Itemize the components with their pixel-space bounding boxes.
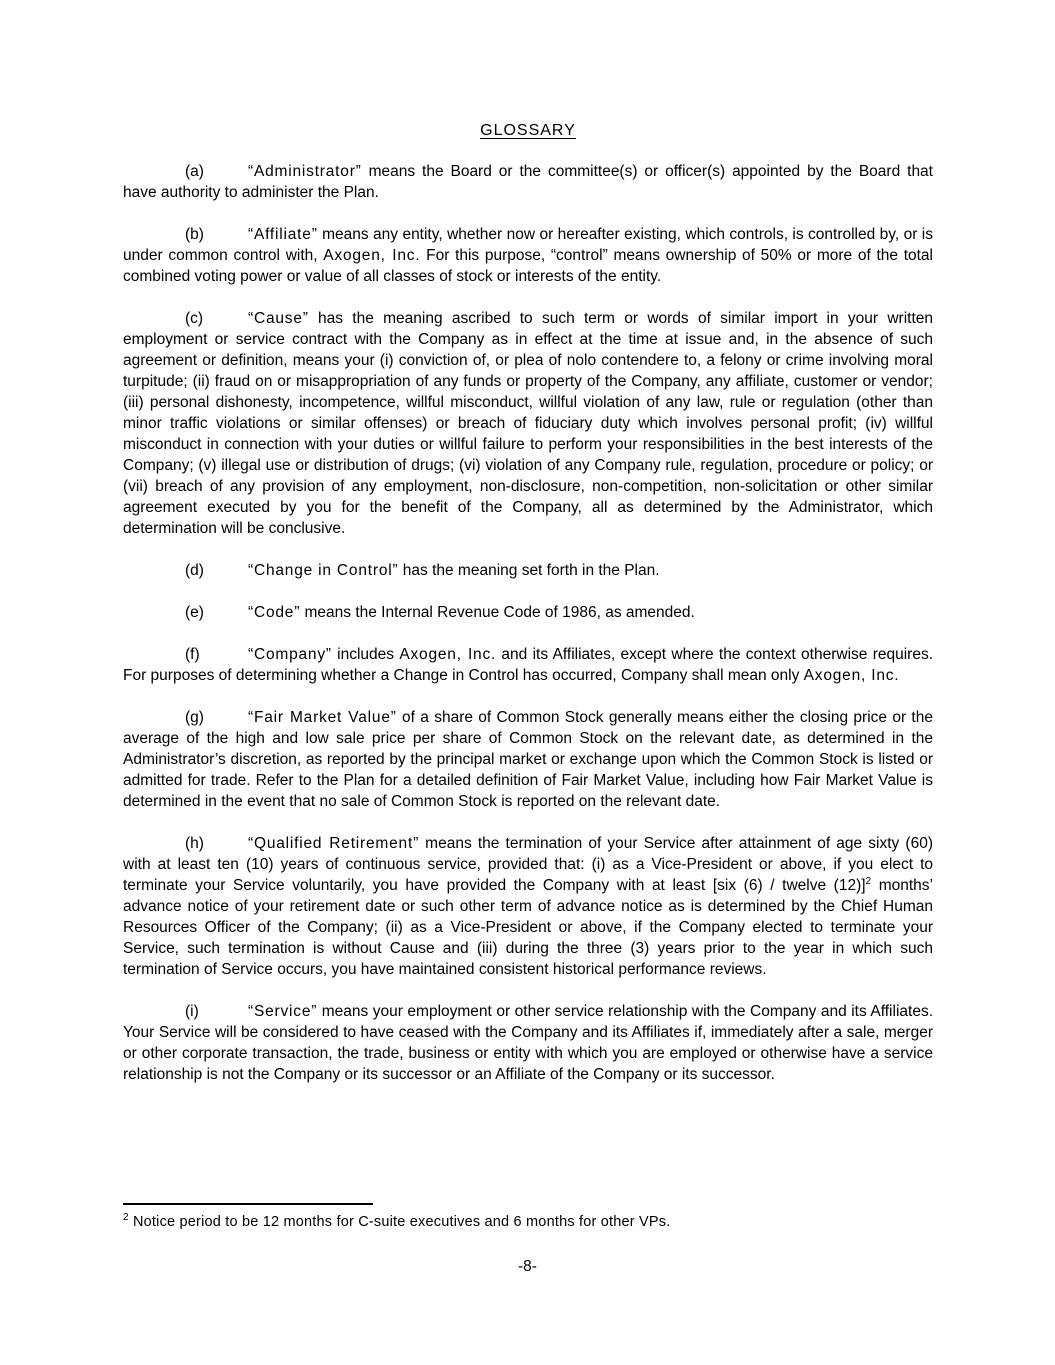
paragraph-text: means your employment or other service relationship with the Company and its Affiliates. Your Service will be considered to have ceased with the Company and its Affiliates if, immediately after a sale, merger or other corporate transaction, the trade, business or entity with which you are employed or otherwise have a service relationship is not the Company or its successor or an Affiliate of the Company or its successor. <box>123 1003 933 1083</box>
footnote-reference: 2 <box>865 875 872 887</box>
footnote-text <box>123 1212 933 1232</box>
paragraph-text: and its Affiliates, except where the context otherwise requires. For purposes of determining whether a Change in Control has occurred, Company shall mean only <box>123 646 934 684</box>
defined-term: “Service” <box>248 1003 318 1020</box>
glossary-paragraph-g <box>123 707 933 812</box>
paragraph-label: (g) <box>185 709 204 726</box>
paragraph-label: (e) <box>185 604 204 621</box>
paragraph-label: (a) <box>185 163 204 180</box>
glossary-paragraph-e <box>123 602 933 623</box>
paragraph-text: means any entity, whether now or hereafter existing, which controls, is controlled by, or is under common control with, <box>123 226 933 264</box>
paragraph-text: means the Board or the committee(s) or officer(s) appointed by the Board that have authority to administer the Plan. <box>123 163 933 201</box>
paragraph-text: months’ advance notice of your retirement date or such other term of advance notice as is determined by the Chief Human Resources Officer of the Company; (ii) as a Vice-President or above, if the Company elected to terminate your Service, such termination is without Cause and (iii) during the three (3) years prior to the year in which such termination of Service occurs, you have maintained consistent historical performance reviews. <box>123 877 933 978</box>
paragraph-label: (f) <box>185 646 200 663</box>
paragraph-label: (b) <box>185 226 204 243</box>
paragraph-text: includes <box>331 646 400 663</box>
defined-term: “Code” <box>248 604 301 621</box>
defined-term: “Cause” <box>248 310 309 327</box>
defined-term: “Affiliate” <box>248 226 318 243</box>
page-number: -8- <box>518 1258 537 1275</box>
glossary-paragraph-c <box>123 308 933 539</box>
glossary-paragraph-i <box>123 1001 933 1085</box>
footnote-separator <box>123 1203 373 1205</box>
footnote-marker: 2 <box>123 1212 129 1224</box>
paragraph-label: (d) <box>185 562 204 579</box>
paragraph-label: (c) <box>185 310 204 327</box>
defined-term: “Qualified Retirement” <box>248 835 420 852</box>
footnote-body: Notice period to be 12 months for C-suite executives and 6 months for other VPs. <box>128 1214 671 1230</box>
paragraph-text: has the meaning set forth in the Plan. <box>398 562 660 579</box>
paragraph-text: of a share of Common Stock generally means either the closing price or the average of the high and low sale price per share of Common Stock on the relevant date, as determined in the Administrator’s discretion, as reported by the principal market or exchange upon which the Common Stock is listed or admitted for trade. Refer to the Plan for a detailed definition of Fair Market Value, including how Fair Market Value is determined in the event that no sale of Common Stock is reported on the relevant date. <box>123 709 933 810</box>
defined-term: “Administrator” <box>248 163 362 180</box>
defined-term: Axogen, Inc. <box>323 247 421 264</box>
glossary-paragraph-a <box>123 161 933 203</box>
paragraph-text: For this purpose, “control” means ownership of 50% or more of the total combined voting power or value of all classes of stock or interests of the entity. <box>123 247 933 285</box>
paragraph-text: has the meaning ascribed to such term or words of similar import in your written employment or service contract with the Company as in effect at the time at issue and, in the absence of such agreement or definition, means your (i) conviction of, or plea of nolo contendere to, a felony or crime involving moral turpitude; (ii) fraud on or misappropriation of any funds or property of the Company, any affiliate, customer or vendor; (iii) personal dishonesty, incompetence, willful misconduct, willful violation of any law, rule or regulation (other than minor traffic violations or similar offenses) or breach of fiduciary duty which involves personal profit; (iv) willful misconduct in connection with your duties or willful failure to perform your responsibilities in the best interests of the Company; (v) illegal use or distribution of drugs; (vi) violation of any Company rule, regulation, procedure or policy; or (vii) breach of any provision of any employment, non-disclosure, non-competition, non-solicitation or other similar agreement executed by you for the benefit of the Company, all as determined by the Administrator, which determination will be conclusive. <box>123 310 933 537</box>
glossary-paragraph-f <box>123 644 933 686</box>
glossary-section <box>123 122 933 1085</box>
defined-term: “Change in Control” <box>248 562 399 579</box>
paragraph-text: means the Internal Revenue Code of 1986, as amended. <box>300 604 695 621</box>
defined-term: “Company” <box>248 646 332 663</box>
paragraph-label: (i) <box>185 1003 199 1020</box>
defined-term: Axogen, Inc. <box>803 667 900 684</box>
paragraph-label: (h) <box>185 835 204 852</box>
paragraph-text: means the termination of your Service after attainment of age sixty (60) with at least ten (10) years of continuous service, provided that: (i) as a Vice-President or above, if you elect to terminate your Service voluntarily, you have provided the Company with at least [six (6) / twelve (12)] <box>123 835 933 894</box>
glossary-paragraph-h <box>123 833 933 980</box>
glossary-paragraph-d <box>123 560 933 581</box>
defined-term: Axogen, Inc. <box>399 646 497 663</box>
defined-term: “Fair Market Value” <box>248 709 397 726</box>
page-title: GLOSSARY <box>480 122 576 139</box>
footnote-block <box>123 1203 933 1232</box>
glossary-paragraph-b <box>123 224 933 287</box>
